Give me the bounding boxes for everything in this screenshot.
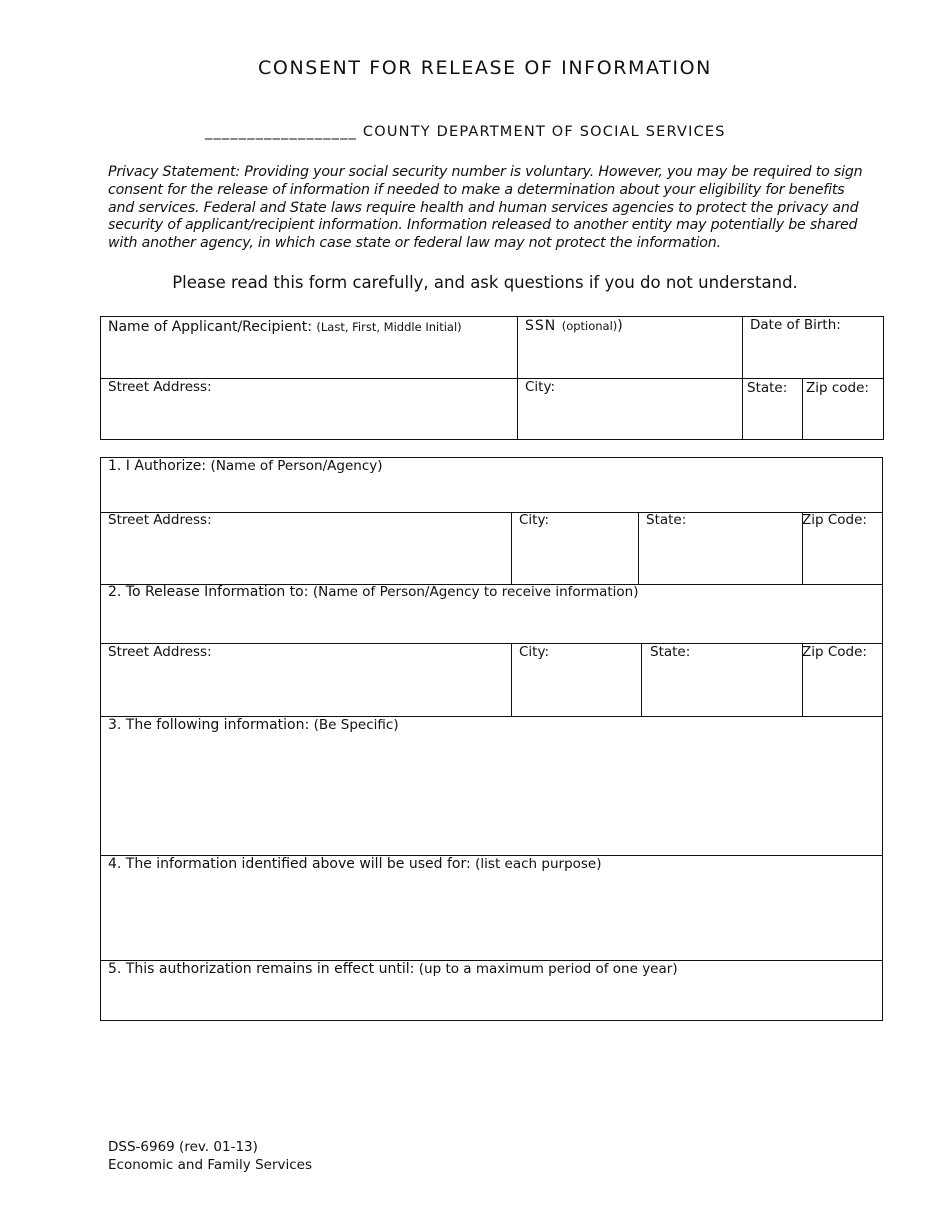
release-to-name-label: 2. To Release Information to: (Name of Person/Agency to receive information) [108, 584, 639, 600]
applicant-name-label: Name of Applicant/Recipient: (Last, First, Middle Initial) [108, 319, 462, 335]
information-label: 3. The following information: (Be Specific) [108, 717, 399, 733]
authorize-street-label: Street Address: [108, 512, 212, 528]
release-to-street-label: Street Address: [108, 644, 212, 660]
authorize-city-label: City: [519, 512, 550, 528]
release-to-zip-label: Zip Code: [802, 644, 867, 660]
county-name-blank[interactable]: __________________ [205, 124, 358, 140]
authorize-name-label: 1. I Authorize: (Name of Person/Agency) [108, 458, 383, 474]
county-heading [205, 124, 726, 140]
form-title: CONSENT FOR RELEASE OF INFORMATION [258, 57, 712, 79]
ssn-label: SSN (optional)) [525, 318, 624, 334]
division-name: Economic and Family Services [108, 1157, 312, 1173]
applicant-street-label: Street Address: [108, 379, 212, 395]
release-to-state-label: State: [650, 644, 691, 660]
form-footer [108, 1138, 312, 1174]
information-field[interactable] [101, 717, 882, 855]
applicant-zip-label: Zip code: [806, 380, 869, 396]
expiration-label: 5. This authorization remains in effect until: (up to a maximum period of one year) [108, 961, 678, 977]
form-number: DSS-6969 (rev. 01-13) [108, 1139, 258, 1155]
privacy-statement: Privacy Statement: Providing your social security number is voluntary. However, you may be required to sign consent for the release of information if needed to make a determination about your eligibility for benefits and services. Federal and State laws require health and human services agencies to protect the privacy and security of applicant/recipient information. Information released to another entity may potentially be shared with another agency, in which case state or federal law may not protect the information. [108, 164, 863, 252]
instruction-text: Please read this form carefully, and ask questions if you do not understand. [172, 273, 798, 292]
release-to-city-label: City: [519, 644, 550, 660]
date-of-birth-label: Date of Birth: [750, 317, 841, 333]
county-department-label: COUNTY DEPARTMENT OF SOCIAL SERVICES [362, 124, 726, 140]
authorize-state-label: State: [646, 512, 687, 528]
authorize-zip-label: Zip Code: [802, 512, 867, 528]
applicant-city-label: City: [525, 379, 556, 395]
purpose-label: 4. The information identified above will be used for: (list each purpose) [108, 856, 602, 872]
applicant-state-label: State: [747, 380, 788, 396]
